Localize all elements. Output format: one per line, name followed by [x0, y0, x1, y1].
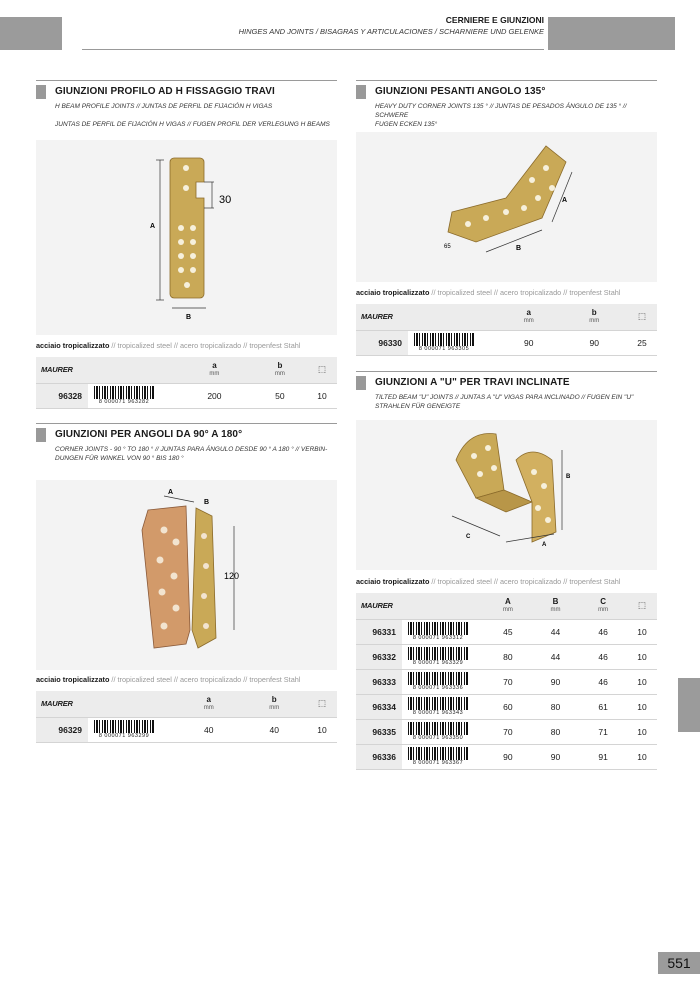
header-title: CERNIERE E GIUNZIONI: [445, 15, 544, 25]
cell-value: 70: [484, 719, 532, 744]
cell-value: 80: [532, 694, 580, 719]
section-u-joints: [356, 371, 657, 411]
col-b: b mm: [562, 304, 628, 330]
cell-value: 46: [579, 644, 627, 669]
cell-value: 10: [627, 719, 657, 744]
cell-value: 10: [627, 694, 657, 719]
product-code: 96332: [356, 645, 402, 669]
barcode: 8 000071 963336: [408, 672, 468, 691]
cell-value: 90: [532, 744, 580, 769]
section-desc: TILTED BEAM "U" JOINTS // JUNTAS A "U" VIGAS PARA INCLINADO // FUGEN EIN "U": [375, 394, 634, 401]
section-title: GIUNZIONI PESANTI ANGOLO 135°: [375, 86, 546, 97]
cell-value: 80: [532, 719, 580, 744]
table-header: [36, 357, 337, 383]
header-right-tab: [548, 17, 675, 50]
dim-120-label: 120: [224, 571, 240, 581]
section-marker: [356, 376, 366, 390]
dim-30-label: 30: [219, 194, 232, 206]
section-h-beam-joints: [36, 80, 337, 129]
product-code: 96336: [356, 745, 402, 769]
barcode: 8 000071 963312: [408, 622, 468, 641]
box-icon: ⬚: [627, 593, 657, 619]
barcode: 8 000071 963329: [408, 647, 468, 666]
material-label: acciaio tropicalizzato // tropicalized steel // acero tropicalizado // tropenfest Stahl: [36, 675, 301, 684]
product-table: [36, 691, 337, 743]
section-desc: HEAVY DUTY CORNER JOINTS 135 ° // JUNTAS DE PESADOS ÁNGULO DE 135 ° // SCHWERE: [375, 103, 627, 119]
section-marker: [356, 85, 366, 99]
table-header: [356, 593, 657, 619]
table-row: [356, 694, 657, 719]
dim-a-label: A: [150, 223, 156, 230]
box-icon: ⬚: [307, 357, 337, 383]
product-table: [356, 304, 657, 356]
barcode: 8 000071 963367: [408, 747, 468, 766]
col-b: b mm: [253, 357, 307, 383]
section-heavy-corner: [356, 80, 657, 129]
dim-b-label: B: [186, 314, 192, 321]
cell-value: 45: [484, 619, 532, 644]
product-code: 96331: [356, 620, 402, 644]
col-c: C mm: [579, 593, 627, 619]
barcode: 8 000071 963350: [408, 722, 468, 741]
col-a: a mm: [176, 691, 242, 717]
col-a: a mm: [496, 304, 562, 330]
cell-value: 91: [579, 744, 627, 769]
brand-logo: MAURER: [356, 304, 496, 330]
product-table: [356, 593, 657, 770]
section-title: GIUNZIONI A "U" PER TRAVI INCLINATE: [375, 377, 570, 388]
table-header: [36, 691, 337, 717]
table-row: [356, 719, 657, 744]
dim-a-label: A: [542, 542, 547, 548]
barcode: 8 000071 963282: [94, 386, 154, 405]
material-label: acciaio tropicalizzato // tropicalized steel // acero tropicalizado // tropenfest Stahl: [36, 341, 301, 350]
section-desc: CORNER JOINTS - 90 ° TO 180 ° // JUNTAS PARA ÁNGULO DESDE 90 ° A 180 ° // VERBIN-: [55, 446, 328, 453]
barcode: 8 000071 963343: [408, 697, 468, 716]
product-code: 96329: [36, 718, 88, 742]
box-icon: ⬚: [307, 691, 337, 717]
section-desc-2: DUNGEN FÜR WINKEL VON 90 ° BIS 180 °: [55, 455, 184, 462]
cell-value: 46: [579, 619, 627, 644]
brand-logo: MAURER: [36, 357, 176, 383]
section-marker: [36, 428, 46, 442]
brand-logo: MAURER: [36, 691, 176, 717]
col-b: b mm: [242, 691, 308, 717]
cell-value: 60: [484, 694, 532, 719]
u-joint-drawing: [356, 420, 657, 570]
header-rule: [82, 49, 544, 50]
table-row: [356, 669, 657, 694]
section-corner-joints: [36, 423, 337, 463]
cell-value: 71: [579, 719, 627, 744]
section-title: GIUNZIONI PROFILO AD H FISSAGGIO TRAVI: [55, 86, 275, 97]
page-number: 551: [658, 952, 700, 974]
cell-value: 90: [532, 669, 580, 694]
col-b: B mm: [532, 593, 580, 619]
product-table: [36, 357, 337, 409]
material-label: acciaio tropicalizzato // tropicalized steel // acero tropicalizado // tropenfest Stahl: [356, 577, 621, 586]
cell-value: 70: [484, 669, 532, 694]
product-code: 96328: [36, 384, 88, 408]
product-image-135: [356, 132, 657, 282]
section-marker: [36, 85, 46, 99]
material-label: acciaio tropicalizzato // tropicalized steel // acero tropicalizado // tropenfest Stahl: [356, 288, 621, 297]
cell-value: 44: [532, 619, 580, 644]
section-desc-2: STRAHLEN FÜR GENEIGTE: [375, 403, 461, 410]
dim-c-label: C: [466, 534, 471, 540]
product-image-corner: [36, 480, 337, 670]
product-code: 96333: [356, 670, 402, 694]
side-tab: [678, 678, 700, 732]
cell-value: 90: [484, 744, 532, 769]
cell-value: 80: [484, 644, 532, 669]
product-code: 96330: [356, 331, 408, 355]
col-a: a mm: [176, 357, 253, 383]
barcode: 8 000071 963299: [94, 720, 154, 739]
product-code: 96334: [356, 695, 402, 719]
barcode: 8 000071 963305: [414, 333, 474, 352]
cell-value: 10: [627, 619, 657, 644]
table-row: [356, 644, 657, 669]
heavy-corner-drawing: [356, 132, 657, 282]
dim-a-label: A: [168, 489, 174, 496]
box-icon: ⬚: [627, 304, 657, 330]
dim-a-label: A: [562, 197, 568, 204]
brand-logo: MAURER: [356, 593, 484, 619]
product-image-u: [356, 420, 657, 570]
dim-65-label: 65: [444, 244, 451, 250]
cell-value: 44: [532, 644, 580, 669]
corner-joint-drawing: [36, 480, 337, 670]
header-subtitle: HINGES AND JOINTS / BISAGRAS Y ARTICULACIONES / SCHARNIERE UND GELENKE: [238, 27, 544, 36]
table-row: [356, 619, 657, 644]
dim-b-label: B: [566, 474, 571, 480]
table-row: 96328 8 000071 963282 200 50 10: [36, 383, 337, 408]
cell-value: 10: [627, 669, 657, 694]
table-row: [356, 744, 657, 769]
cell-value: 46: [579, 669, 627, 694]
section-desc: H BEAM PROFILE JOINTS // JUNTAS DE PERFIL DE FIJACIÓN H VIGAS: [55, 103, 273, 110]
header-left-tab: [0, 17, 62, 50]
cell-value: 61: [579, 694, 627, 719]
table-header: [356, 304, 657, 330]
cell-value: 10: [627, 744, 657, 769]
product-image-h-beam: [36, 140, 337, 335]
table-row: 96329 8 000071 963299 40 40 10: [36, 717, 337, 742]
cell-value: 10: [627, 644, 657, 669]
product-code: 96335: [356, 720, 402, 744]
section-title: GIUNZIONI PER ANGOLI DA 90° A 180°: [55, 429, 243, 440]
h-beam-drawing: [36, 140, 337, 335]
dim-b-label: B: [516, 245, 522, 252]
table-row: 96330 8 000071 963305 90 90 25: [356, 330, 657, 355]
col-a: A mm: [484, 593, 532, 619]
section-desc-2: JUNTAS DE PERFIL DE FIJACIÓN H VIGAS // FUGEN PROFIL DER VERLEGUNG H BEAMS: [55, 121, 330, 128]
dim-b-label: B: [204, 499, 210, 506]
section-desc-2: FUGEN ECKEN 135°: [375, 121, 438, 128]
